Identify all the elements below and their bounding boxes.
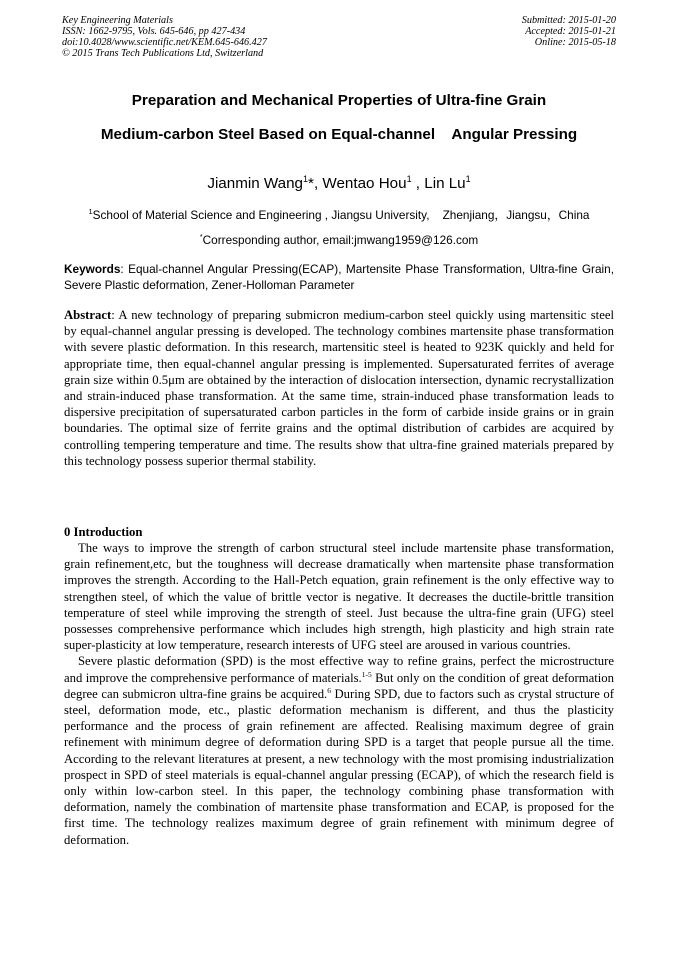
citation-ref: 6 xyxy=(327,685,331,695)
paragraph-text: But only on the condition of great deformation degree can submicron ultra-fine grains be acquired. xyxy=(64,670,614,701)
abstract-label: Abstract xyxy=(64,308,112,322)
journal-name: Key Engineering Materials xyxy=(62,15,173,26)
author-name: Wentao Hou xyxy=(322,175,407,192)
author-list xyxy=(40,170,638,193)
intro-paragraph-2 xyxy=(64,653,614,847)
author-name: Jianmin Wang xyxy=(207,175,304,192)
submitted-date: Submitted: 2015-01-20 xyxy=(521,15,616,26)
paragraph-text: Severe plastic deformation (SPD) is the most effective way to refine grains, perfect the microstructure and improve the comprehensive performance of materials. xyxy=(64,654,614,685)
corresponding-author xyxy=(40,229,638,248)
keywords-text: : Equal-channel Angular Pressing(ECAP), Martensite Phase Transformation, Ultra-fine Grain, Severe Plastic deformation, Zener-Holloman Parameter xyxy=(64,262,614,292)
author-separator: , xyxy=(313,175,323,192)
affiliation xyxy=(40,204,638,223)
intro-paragraph-1: The ways to improve the strength of carbon structural steel include martensite phase transformation, grain refinement,etc, but the toughness will decrease dramatically when martensite phase transformation improves the strength. According to the Hall-Petch equation, grain refinement is the only effective way to strengthen steel, of which the value of brittle vector is negative. It decreases the ductile-brittle transition temperature of steel while improving the strength of steel. Just because the ultra-fine grain (UFG) steel possesses comprehensive performance which includes high strength, high plasticity and high strain rate super-plasticity at low temperature, research interests of UFG steel are aroused in various countries. xyxy=(64,541,614,653)
author-name: Lin Lu xyxy=(424,175,466,192)
corresponding-text: Corresponding author, email:jmwang1959@126.com xyxy=(202,233,479,247)
author-affiliation-mark: 1 xyxy=(465,174,471,184)
paper-title-line-1: Preparation and Mechanical Properties of Ultra-fine Grain xyxy=(131,92,547,109)
keywords-label: Keywords xyxy=(64,262,121,276)
paper-title-line-2: Medium-carbon Steel Based on Equal-channel Angular Pressing xyxy=(100,126,578,143)
corresponding-star: * xyxy=(308,175,314,192)
author-affiliation-mark: 1 xyxy=(406,174,412,184)
citation-ref: 1-5 xyxy=(361,669,372,679)
affiliation-mark: 1 xyxy=(88,207,93,216)
author-separator: , xyxy=(411,175,425,192)
online-date: Online: 2015-05-18 xyxy=(534,37,616,48)
affiliation-text: School of Material Science and Engineering , Jiangsu University, Zhenjiang，Jiangsu，China xyxy=(92,208,590,222)
section-heading-introduction: 0 Introduction xyxy=(64,525,143,539)
author-affiliation-mark: 1 xyxy=(303,174,309,184)
issn-line: ISSN: 1662-9795, Vols. 645-646, pp 427-434 xyxy=(62,26,246,37)
doi-line: doi:10.4028/www.scientific.net/KEM.645-646.427 xyxy=(62,37,267,48)
paragraph-text: During SPD, due to factors such as crystal structure of steel, deformation mode, etc., plastic deformation mechanism is different, and thus the plasticity performance and the process of grain refinement are affected. Realising maximum degree of grain refinement with minimum degree of deformation during SPD is a target that people pursue all the time. According to the relevant literatures at present, a new technology with the most promising industrialization prospect in SPD of steel materials is equal-channel angular pressing (ECAP), of which the research field is only within low-carbon steel. In this paper, the technology combining phase transformation with deformation, namely the combination of martensite phase transformation and ECAP, is proposed for the first time. The technology realizes maximum degree of grain refinement with minimum degree of deformation. xyxy=(64,686,614,847)
abstract-text: : A new technology of preparing submicron medium-carbon steel quickly using martensitic steel by equal-channel angular pressing is developed. The technology combines martensite phase transformation with severe plastic deformation. In this research, martensitic steel is heated to 923K quickly and held for appropriate time, then equal-channel angular pressing is implemented. Supersaturated ferrites of average grain size within 0.5μm are obtained by the interaction of dislocation intersection, dynamic recrystallization and strain-induced phase transformation. At the same time, strain-induced phase transformation leads to dispersive precipitation of supersaturated carbon particles in the form of carbide inside grains or in grain boundaries. The optimal size of ferrite grains and the optimal distribution of carbides are acquired by controlling tempering temperature and time. The results show that ultra-fine grained materials prepared by this technology possess superior thermal stability. xyxy=(64,308,614,468)
accepted-date: Accepted: 2015-01-21 xyxy=(525,26,616,37)
abstract xyxy=(64,307,614,469)
introduction-body xyxy=(64,540,614,848)
journal-info-header xyxy=(62,15,267,59)
copyright-line: © 2015 Trans Tech Publications Ltd, Switzerland xyxy=(62,48,264,59)
corresponding-mark: * xyxy=(199,232,203,241)
keywords xyxy=(64,261,614,293)
dates-header xyxy=(522,15,616,48)
